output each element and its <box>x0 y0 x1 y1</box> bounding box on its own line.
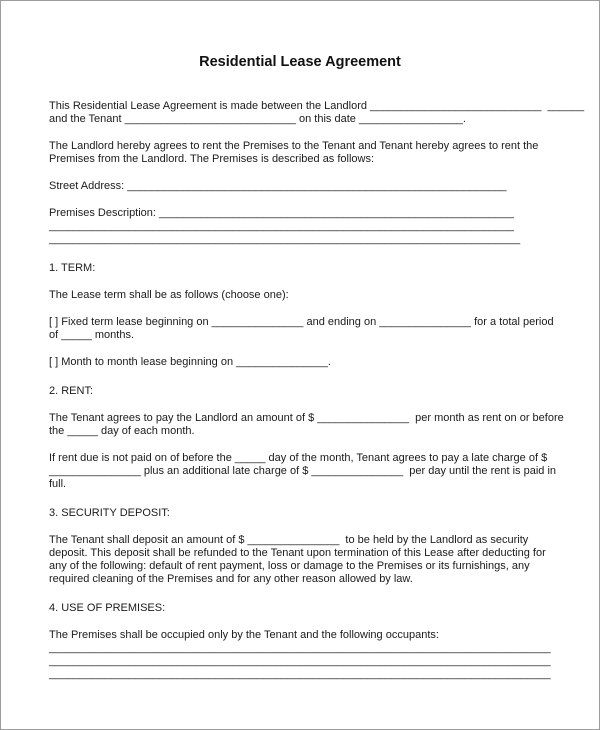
document-title: Residential Lease Agreement <box>199 54 401 70</box>
premises-description-extra-blank: _____________________________________________________________________________ <box>49 233 521 245</box>
term-section-heading: 1. TERM: <box>49 262 96 274</box>
rent-section-heading: 2. RENT: <box>49 385 94 397</box>
late-charge-line-2: _______________ plus an additional late charge of $ _______________ per day until the rent is paid in <box>49 465 557 477</box>
occupancy-line: The Premises shall be occupied only by the Tenant and the following occupants: <box>49 629 439 641</box>
rent-amount-line-1: The Tenant agrees to pay the Landlord an amount of $ _______________ per month as rent on or before <box>49 412 564 424</box>
premises-description-extra-blank: ____________________________________________________________________________ <box>49 220 514 232</box>
late-charge-paragraph <box>49 452 557 491</box>
occupancy-paragraph <box>49 629 553 681</box>
document-body <box>1 100 599 681</box>
security-deposit-paragraph <box>49 534 553 586</box>
agreement-line-2: Premises from the Landlord. The Premises is described as follows: <box>49 153 375 165</box>
rent-amount-paragraph <box>49 412 564 438</box>
premises-description-block <box>49 207 553 246</box>
parties-line-2: and the Tenant ____________________________ on this date _________________. <box>49 113 466 125</box>
rent-amount-line-2: the _____ day of each month. <box>49 425 195 437</box>
late-charge-line-1: If rent due is not paid on of before the _____ day of the month, Tenant agrees to pay a late charge of $ <box>49 452 548 464</box>
month-to-month-line: [ ] Month to month lease beginning on _______________. <box>49 356 331 368</box>
parties-line-1: This Residential Lease Agreement is made between the Landlord ____________________________ ______ <box>49 100 585 112</box>
street-address-line <box>49 180 553 193</box>
premises-description-label: Premises Description: <box>49 207 156 219</box>
term-intro-paragraph: The Lease term shall be as follows (choose one): <box>49 289 289 301</box>
occupant-blank-line: __________________________________________________________________________________ <box>49 642 551 654</box>
agreement-line-1: The Landlord hereby agrees to rent the Premises to the Tenant and Tenant hereby agrees to rent the <box>49 140 539 152</box>
security-deposit-line-3: any of the following: default of rent payment, loss or damage to the Premises or its furnishings, any <box>49 560 530 572</box>
fixed-term-option <box>49 316 553 342</box>
premises-description-line <box>49 207 553 220</box>
security-deposit-line-1: The Tenant shall deposit an amount of $ _______________ to be held by the Landlord as security <box>49 534 529 546</box>
fixed-term-line-2: of _____ months. <box>49 329 135 341</box>
fixed-term-line-1: [ ] Fixed term lease beginning on _______________ and ending on _______________ for a total period <box>49 316 554 328</box>
street-address-row <box>49 180 553 193</box>
use-of-premises-heading: 4. USE OF PREMISES: <box>49 602 166 614</box>
security-deposit-heading: 3. SECURITY DEPOSIT: <box>49 507 170 519</box>
security-deposit-line-2: deposit. This deposit shall be refunded to the Tenant upon termination of this Lease after deducting for <box>49 547 546 559</box>
parties-paragraph <box>49 100 585 126</box>
occupant-blank-line: __________________________________________________________________________________ <box>49 655 551 667</box>
premises-description-blank: __________________________________________________________ <box>158 207 514 219</box>
street-address-label: Street Address: <box>49 180 125 192</box>
occupant-blank-line: __________________________________________________________________________________ <box>49 668 551 680</box>
street-address-blank: ______________________________________________________________ <box>127 180 507 192</box>
security-deposit-line-4: required cleaning of the Premises and for any other reason allowed by law. <box>49 573 413 585</box>
late-charge-line-3: full. <box>49 478 67 490</box>
agreement-paragraph <box>49 140 553 166</box>
month-to-month-option <box>49 356 553 369</box>
